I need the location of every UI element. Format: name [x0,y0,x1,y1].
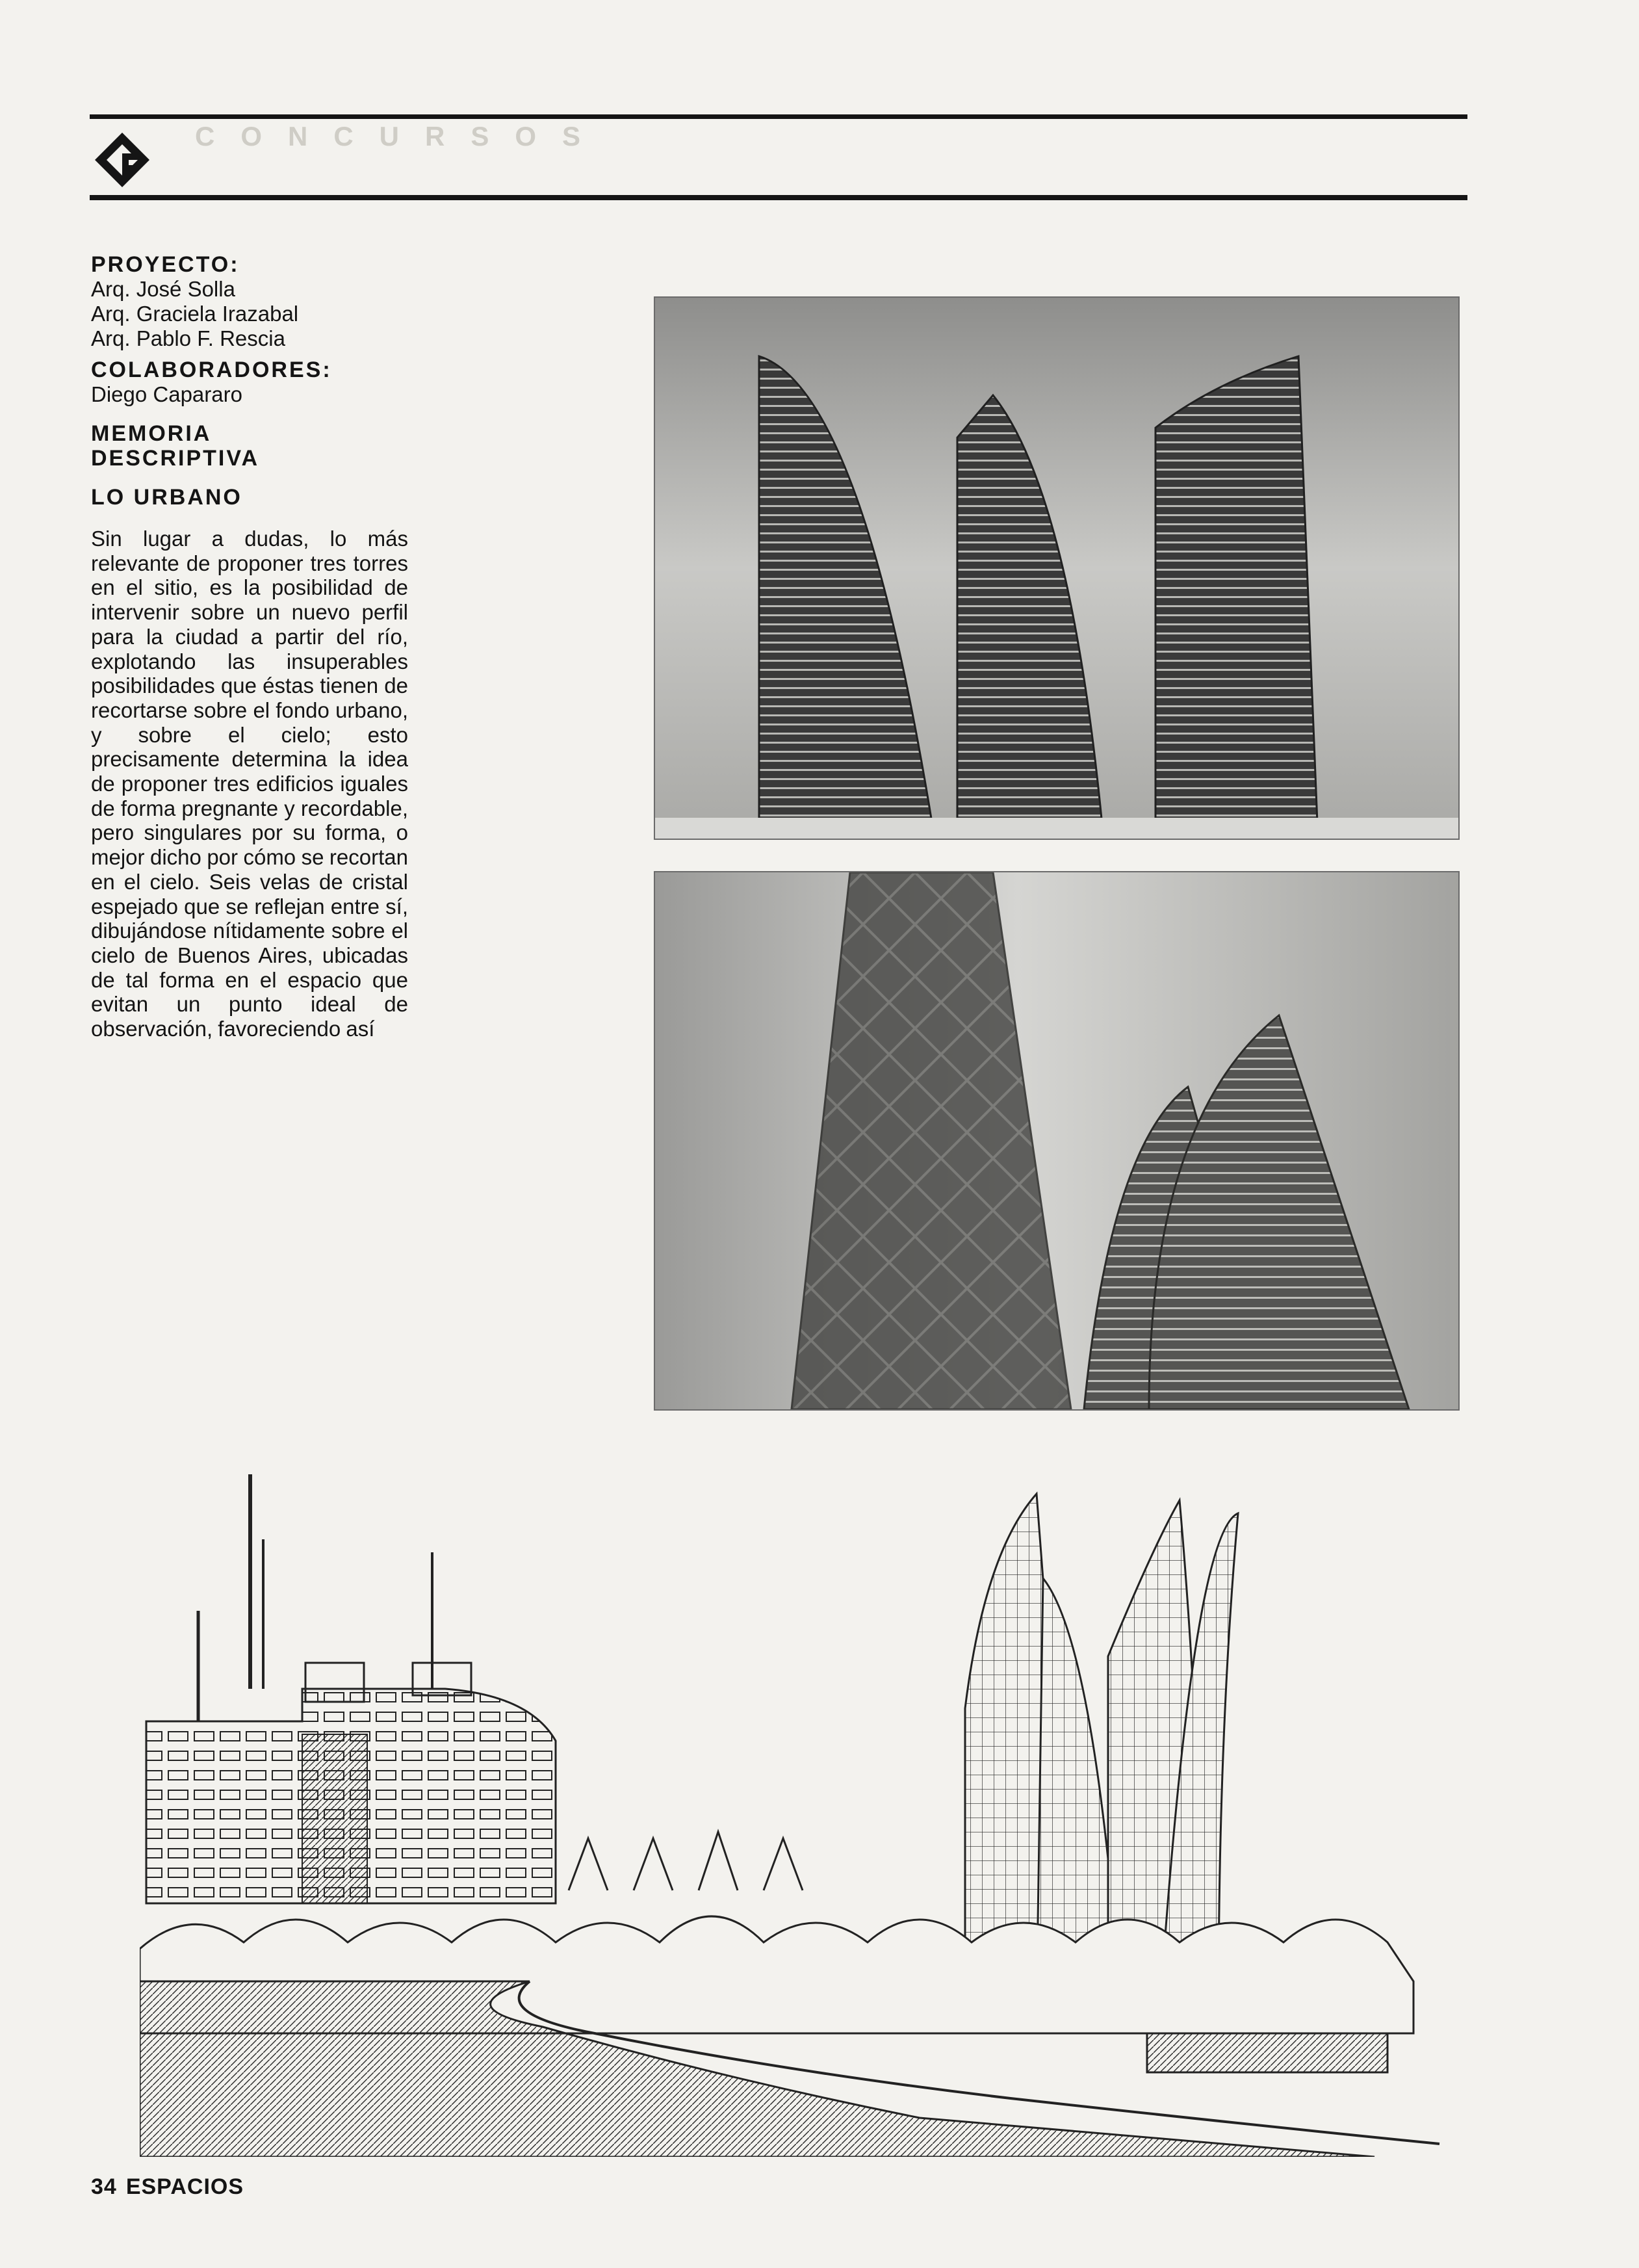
page-footer [91,2174,244,2200]
proyecto-heading: PROYECTO: [91,252,240,277]
colaboradores-heading: COLABORADORES: [91,358,332,382]
section-label: CONCURSOS [195,121,607,151]
magazine-name: ESPACIOS [125,2174,244,2199]
colaborador-name: Diego Capararo [91,382,242,406]
header-rule-top [90,114,1467,119]
architect-name: Arq. Graciela Irazabal [91,302,299,326]
memoria-heading: MEMORIA [91,421,212,446]
credits-column [91,252,408,1041]
memoria-heading-line2: DESCRIPTIVA [91,446,260,471]
model-photo-closeup [654,871,1460,1411]
lo-urbano-subheading: LO URBANO [91,485,242,510]
model-photo-three-towers [654,296,1460,840]
memoria-paragraph: Sin lugar a dudas, lo más relevante de proponer tres torres en el sitio, es la posibilidad de intervenir sobre un nuevo perfil para la ciudad a partir del río, explotando las insuperables posibilidades que éstas tienen de recortarse sobre el fondo urbano, y sobre el cielo; esto precisamente determina la idea de proponer tres edificios iguales de forma pregnante y recordable, pero singulares por su forma, o mejor dicho por cómo se recortan en el cielo. Seis velas de cristal espejado que se reflejan entre sí, dibujándose nítidamente sobre el cielo de Buenos Aires, ubicadas de tal forma en el espacio que evitan un punto ideal de observación, favoreciendo así [91,527,408,1041]
page-number: 34 [91,2174,117,2199]
header-rule-bottom [90,195,1467,200]
magazine-logo-icon [90,127,155,192]
architect-name: Arq. José Solla [91,277,235,301]
architect-name: Arq. Pablo F. Rescia [91,326,285,350]
perspective-sketch [140,1474,1478,2157]
